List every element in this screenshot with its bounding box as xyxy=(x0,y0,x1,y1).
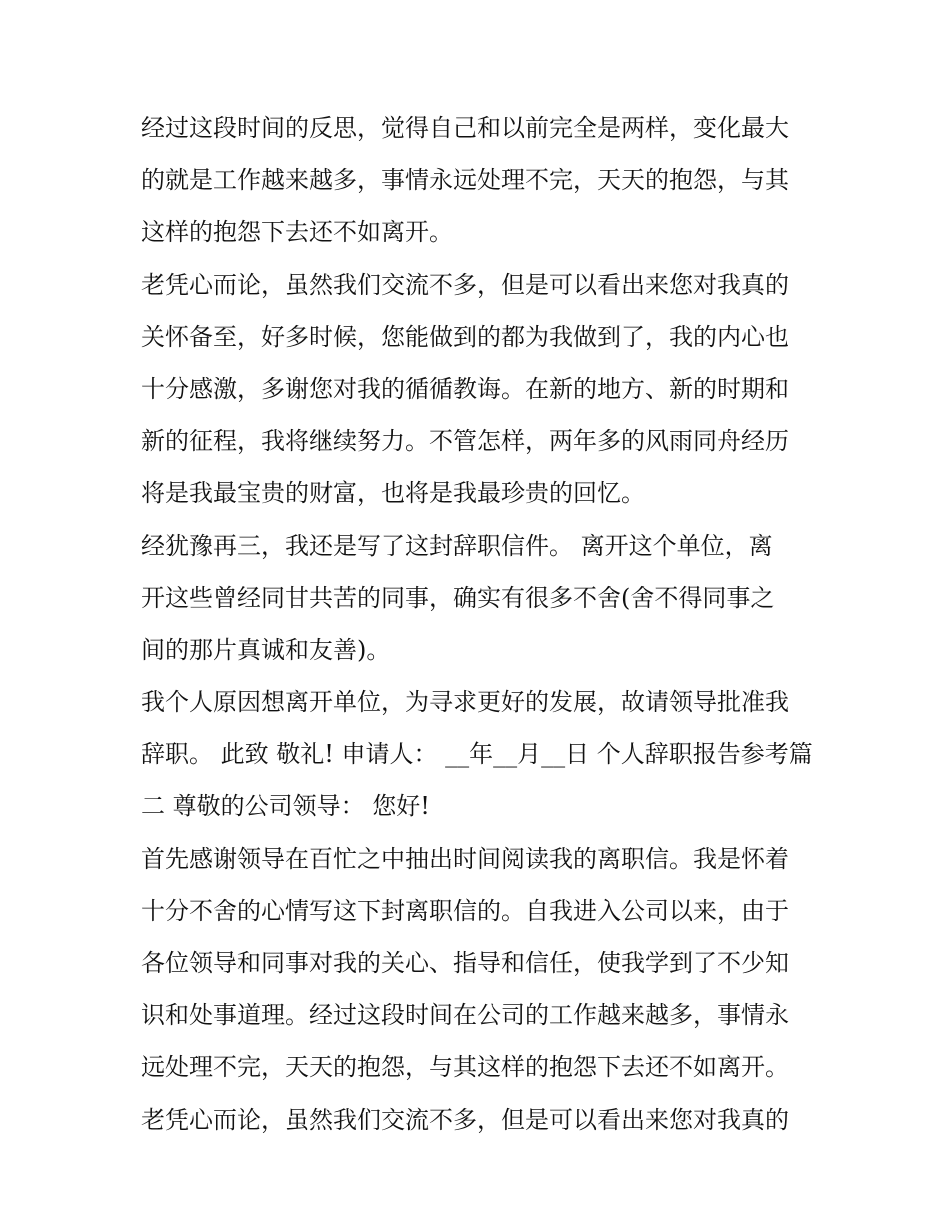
text-line: 十分不舍的心情写这下封离职信的。自我进入公司以来，由于 xyxy=(141,896,789,925)
text-line: 新的征程，我将继续努力。不管怎样，两年多的风雨同舟经历 xyxy=(141,427,789,456)
text-line: 关怀备至，好多时候，您能做到的都为我做到了，我的内心也 xyxy=(141,322,789,351)
text-line: 经过这段时间的反思，觉得自己和以前完全是两样，变化最大 xyxy=(141,114,789,142)
text-line: 辞职。 此致 敬礼! 申请人： __年__月__日 个人辞职报告参考篇 xyxy=(141,740,813,769)
text-line: 十分感激，多谢您对我的循循教诲。在新的地方、新的时期和 xyxy=(141,374,789,403)
text-line: 间的那片真诚和友善)。 xyxy=(141,635,391,664)
text-line: 老凭心而论，虽然我们交流不多，但是可以看出来您对我真的 xyxy=(141,270,789,299)
text-line: 二 尊敬的公司领导： 您好! xyxy=(141,792,430,821)
text-line: 这样的抱怨下去还不如离开。 xyxy=(141,218,453,247)
text-line: 各位领导和同事对我的关心、指导和信任，使我学到了不少知 xyxy=(141,949,789,977)
text-line: 识和处事道理。经过这段时间在公司的工作越来越多，事情永 xyxy=(141,1001,789,1030)
text-line: 经犹豫再三，我还是写了这封辞职信件。 离开这个单位，离 xyxy=(141,531,773,560)
text-line: 首先感谢领导在百忙之中抽出时间阅读我的离职信。我是怀着 xyxy=(141,844,789,873)
text-line: 老凭心而论，虽然我们交流不多，但是可以看出来您对我真的 xyxy=(141,1105,789,1134)
text-line: 的就是工作越来越多，事情永远处理不完，天天的抱怨，与其 xyxy=(141,166,789,195)
text-line: 我个人原因想离开单位，为寻求更好的发展，故请领导批准我 xyxy=(141,688,789,717)
text-line: 远处理不完，天天的抱怨，与其这样的抱怨下去还不如离开。 xyxy=(141,1053,789,1082)
text-line: 将是我最宝贵的财富，也将是我最珍贵的回忆。 xyxy=(141,479,645,508)
text-line: 开这些曾经同甘共苦的同事，确实有很多不舍(舍不得同事之 xyxy=(141,583,775,612)
document-body xyxy=(141,102,813,1146)
